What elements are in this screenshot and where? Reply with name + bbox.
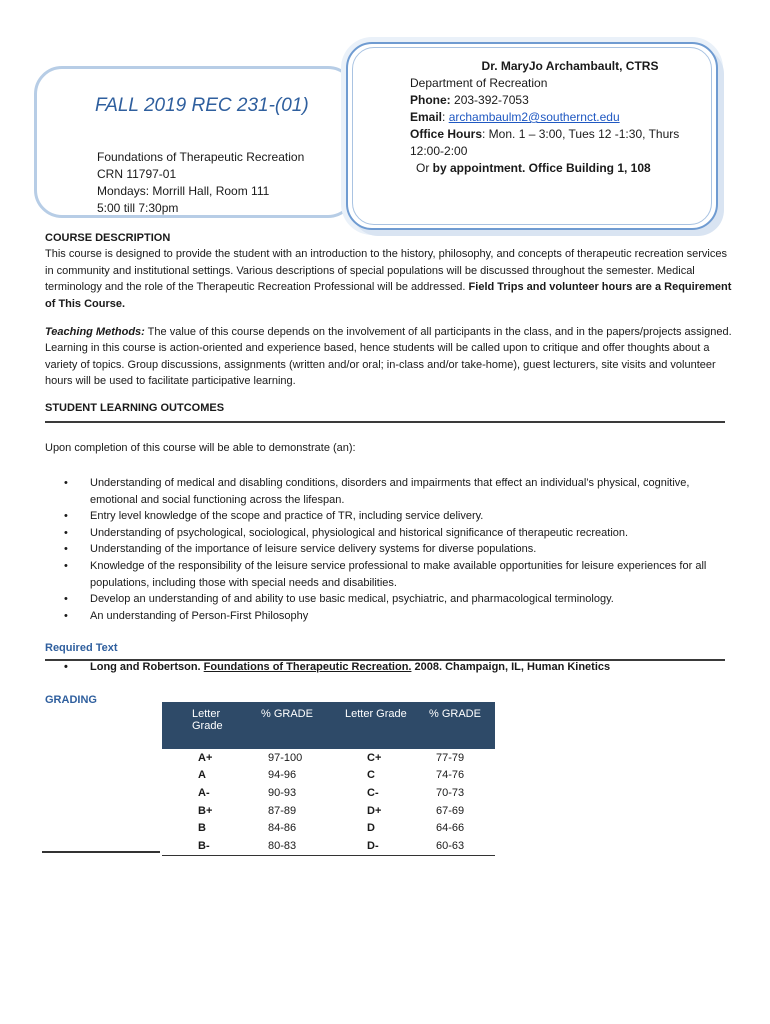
office-hours: Office Hours: Mon. 1 – 3:00, Tues 12 -1:30, Thurs 12:00-2:00: [410, 127, 680, 158]
table-cell: C: [367, 769, 375, 782]
table-cell: D+: [367, 804, 382, 817]
outcomes-intro: Upon completion of this course will be able to demonstrate (an):: [45, 442, 356, 454]
course-description-heading: COURSE DESCRIPTION: [45, 232, 171, 244]
table-cell: B-: [162, 837, 244, 855]
table-cell: A+: [198, 751, 213, 764]
course-time: 5:00 till 7:30pm: [97, 201, 179, 215]
grading-heading: GRADING: [45, 694, 97, 706]
table-cell: D: [367, 822, 375, 835]
required-text-heading: Required Text: [45, 642, 118, 654]
course-crn: CRN 11797-01: [97, 167, 177, 181]
list-item: • Develop an understanding of and ability to use basic medical, psychiatric, and pharmacological terminology.: [64, 591, 732, 608]
required-text-item: • Long and Robertson. Foundations of Therapeutic Recreation. 2008. Champaign, IL, Human Kinetics: [64, 661, 611, 673]
list-item: • Understanding of medical and disabling conditions, disorders and impairments that effect an individual’s physical, cognitive, emotional and social functioning across the lifespan.: [64, 475, 732, 508]
table-row: [162, 749, 495, 767]
instructor-email: Email: archambaulm2@southernct.edu: [410, 110, 620, 124]
appointment-info: Or by appointment. Office Building 1, 108: [416, 161, 651, 175]
list-item: • An understanding of Person-First Philosophy: [64, 608, 732, 625]
table-row: [162, 819, 495, 837]
course-name: Foundations of Therapeutic Recreation: [97, 150, 305, 164]
list-item: • Entry level knowledge of the scope and practice of TR, including service delivery.: [64, 508, 732, 525]
table-cell: 60-63: [415, 837, 495, 855]
table-cell: 70-73: [436, 786, 465, 799]
grading-header: % GRADE: [415, 702, 495, 749]
table-cell: 74-76: [436, 769, 465, 782]
table-cell: 77-79: [436, 751, 465, 764]
grading-header-row: [162, 702, 495, 749]
table-cell: 64-66: [436, 822, 465, 835]
list-item: • Understanding of psychological, sociological, physiological and historical significance of therapeutic recreation.: [64, 525, 732, 542]
table-cell: A: [198, 769, 206, 782]
teaching-methods: [45, 324, 735, 390]
table-cell: 80-83: [244, 837, 332, 855]
table-cell: B+: [198, 804, 213, 817]
list-item: • Understanding of the importance of leisure service delivery systems for diverse populations.: [64, 541, 732, 558]
table-cell: A-: [198, 786, 210, 799]
table-cell: C+: [367, 751, 382, 764]
course-description: [45, 230, 735, 312]
grading-header: Letter Grade: [332, 702, 415, 749]
table-cell: C-: [367, 786, 379, 799]
grading-header: % GRADE: [244, 702, 332, 749]
instructor-name: Dr. MaryJo Archambault, CTRS: [481, 59, 659, 73]
course-description-emphasis: Field Trips and volunteer hours are a Requirement of This Course.: [45, 281, 732, 310]
table-cell: D-: [332, 837, 415, 855]
table-cell: B: [198, 822, 206, 835]
email-link[interactable]: archambaulm2@southernct.edu: [448, 110, 620, 124]
instructor-details: [410, 58, 710, 177]
table-row: [162, 767, 495, 785]
table-row: [162, 802, 495, 820]
book-title: Foundations of Therapeutic Recreation.: [203, 661, 412, 673]
teaching-methods-label: Teaching Methods:: [45, 326, 145, 338]
list-item: • Knowledge of the responsibility of the leisure service professional to make available opportunities for leisure experiences for all populations, including those with special needs and disabilities.: [64, 558, 732, 591]
course-title: FALL 2019 REC 231-(01): [95, 95, 309, 116]
table-cell: 94-96: [268, 769, 297, 782]
course-meeting: Mondays: Morrill Hall, Room 111: [97, 184, 270, 198]
grading-table: [162, 702, 495, 856]
teaching-methods-body: The value of this course depends on the involvement of all participants in the class, and in the papers/projects assigned. Learning in this course is action-oriented and experience based, hence students will be called upon to critique and offer thoughts about a variety of topics. Group discussions, assignments (written and/or oral; in-class and/or take-home), guest lecturers, site visits and volunteer hours will be used to facilitate participative learning.: [45, 326, 732, 388]
course-details: [97, 149, 304, 217]
instructor-department: Department of Recreation: [410, 76, 548, 90]
table-row: [162, 784, 495, 802]
grading-header: Letter Grade: [162, 702, 244, 749]
bottom-rule: [42, 851, 160, 853]
course-description-body: This course is designed to provide the student with an introduction to the history, philosophy, and concepts of therapeutic recreation services in community and institutional settings. Various descriptions of special populations will be discussed throughout the semester. Medical terminology and the role of the Therapeutic Recreation Professional will be addressed.: [45, 248, 727, 294]
instructor-phone: Phone: 203-392-7053: [410, 93, 529, 107]
table-row: [162, 837, 495, 855]
outcomes-divider: [45, 421, 725, 423]
table-cell: 84-86: [268, 822, 297, 835]
table-cell: 97-100: [268, 751, 303, 764]
outcomes-list: [64, 475, 732, 624]
table-cell: 87-89: [268, 804, 297, 817]
table-cell: 90-93: [268, 786, 297, 799]
outcomes-heading: STUDENT LEARNING OUTCOMES: [45, 402, 225, 414]
table-cell: 67-69: [436, 804, 465, 817]
